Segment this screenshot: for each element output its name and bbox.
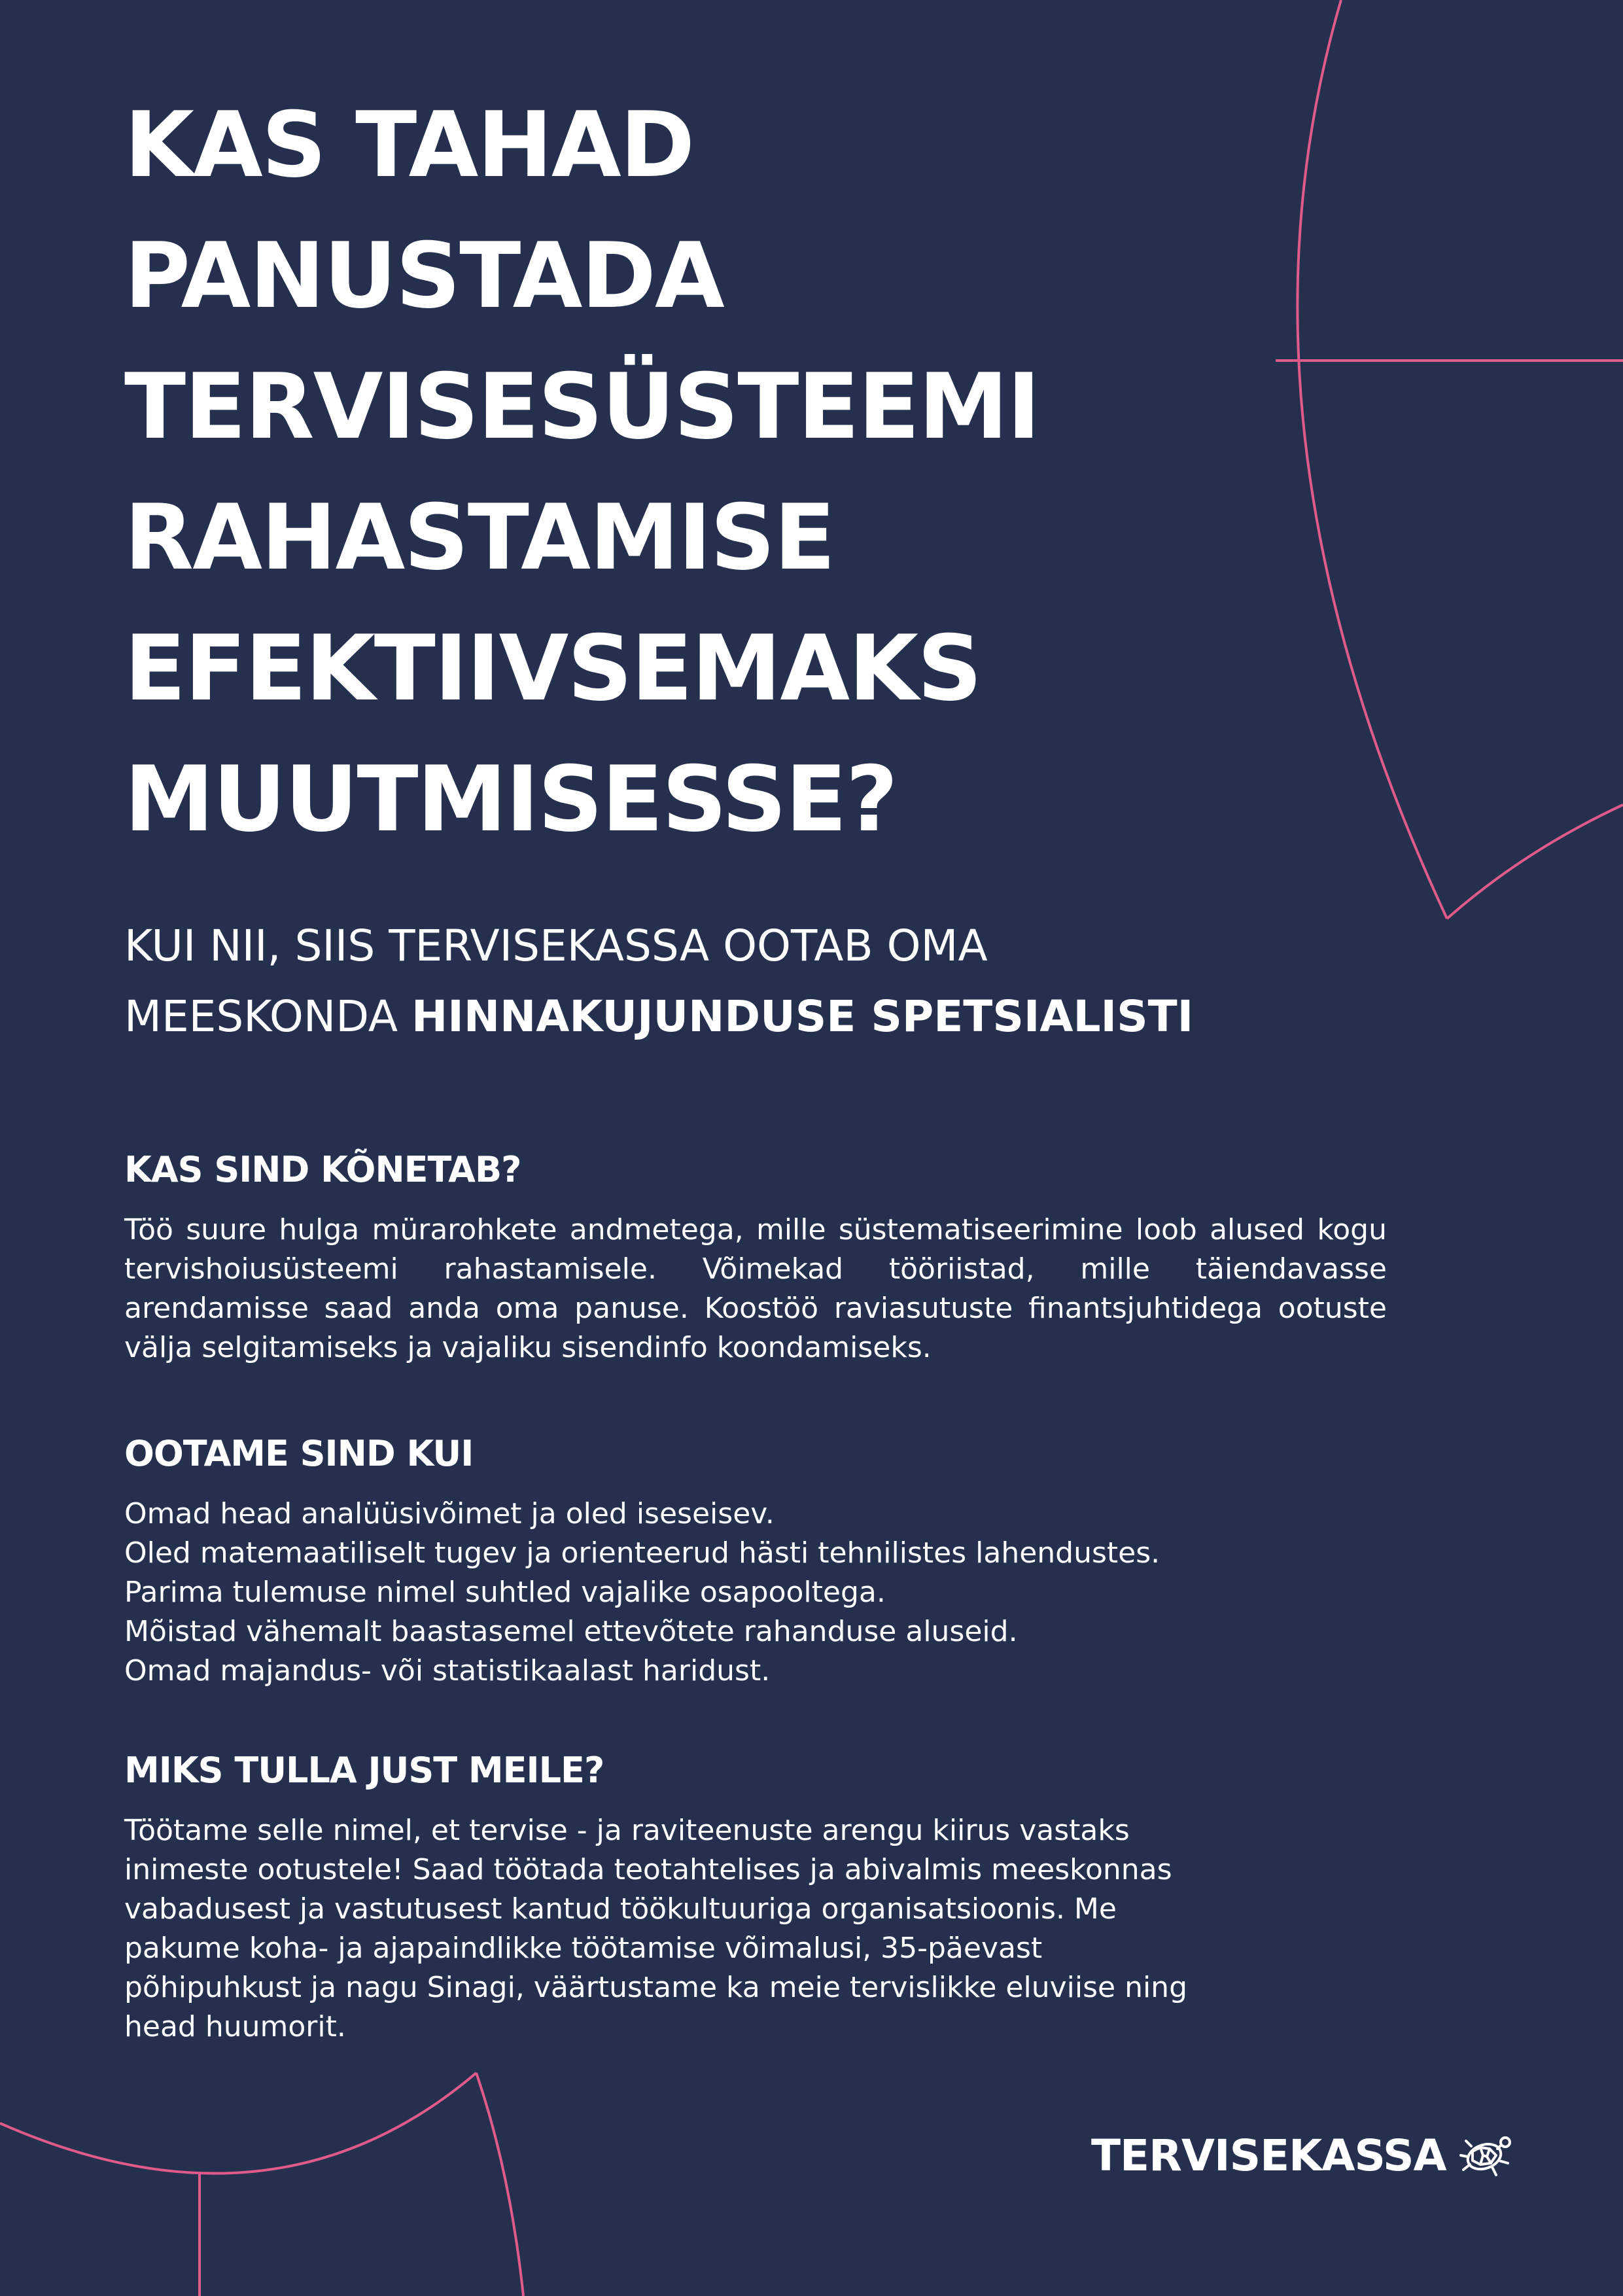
body-line: Töötame selle nimel, et tervise - ja raviteenuste arengu kiirus vastaks xyxy=(124,1814,1130,1847)
tervisekassa-logo xyxy=(1091,2123,1518,2188)
body-line: pakume koha- ja ajapaindlikke töötamise võimalusi, 35-päevast xyxy=(124,1932,1043,1965)
top-right-arc xyxy=(1297,0,1447,919)
section-miks-tulla-just-meile xyxy=(124,1744,1387,2047)
headline-line: PANUSTADA xyxy=(124,223,724,328)
top-right-diagonal-line xyxy=(1447,805,1623,919)
requirement-item: Omad head analüüsivõimet ja oled iseseisev. xyxy=(124,1497,775,1530)
requirements-list xyxy=(124,1494,1387,1691)
section-body: Töö suure hulga mürarohkete andmetega, mille süstematiseerimine loob alused kogu tervishoiusüsteemi rahastamisele. Võimekad tööriistad, mille täiendavasse arendamisse saad anda oma panuse. Koostöö raviasutuste finantsjuhtidega ootuste välja selgitamiseks ja vajaliku sisendinfo koondamiseks. xyxy=(124,1213,1387,1364)
headline xyxy=(124,80,1269,865)
section-title: MIKS TULLA JUST MEILE? xyxy=(124,1750,604,1791)
requirement-item: Mõistad vähemalt baastasemel ettevõtete rahanduse aluseid. xyxy=(124,1615,1018,1648)
body-line: head huumorit. xyxy=(124,2010,346,2043)
headline-line: TERVISESÜSTEEMI xyxy=(124,354,1039,459)
headline-line: RAHASTAMISE xyxy=(124,485,835,590)
logo-wordmark: TERVISEKASSA xyxy=(1091,2130,1446,2181)
bottom-left-arc xyxy=(0,2073,476,2174)
bottom-left-curve xyxy=(476,2073,523,2296)
section-kas-sind-konetab xyxy=(124,1144,1387,1368)
subheadline xyxy=(124,911,1433,1052)
requirement-item: Omad majandus- või statistikaalast haridust. xyxy=(124,1654,771,1687)
section-ootame-sind-kui xyxy=(124,1428,1387,1691)
section-title: OOTAME SIND KUI xyxy=(124,1433,474,1474)
turtle-icon xyxy=(1453,2123,1518,2188)
subheadline-job-title: HINNAKUJUNDUSE SPETSIALISTI xyxy=(411,991,1194,1042)
subheadline-line-1: KUI NII, SIIS TERVISEKASSA OOTAB OMA xyxy=(124,921,988,971)
section-body xyxy=(124,1811,1387,2047)
body-line: inimeste ootustele! Saad töötada teotahtelises ja abivalmis meeskonnas xyxy=(124,1853,1172,1886)
requirement-item: Oled matemaatiliselt tugev ja orienteerud hästi tehnilistes lahendustes. xyxy=(124,1536,1161,1570)
requirement-item: Parima tulemuse nimel suhtled vajalike osapooltega. xyxy=(124,1576,886,1609)
headline-line: MUUTMISESSE? xyxy=(124,747,897,852)
headline-line: EFEKTIIVSEMAKS xyxy=(124,616,981,721)
body-line: vabadusest ja vastutusest kantud töökultuuriga organisatsioonis. Me xyxy=(124,1892,1117,1926)
headline-line: KAS TAHAD xyxy=(124,92,694,198)
section-title: KAS SIND KÕNETAB? xyxy=(124,1149,521,1190)
subheadline-line-2-prefix: MEESKONDA xyxy=(124,991,412,1042)
body-line: põhipuhkust ja nagu Sinagi, väärtustame ka meie tervislikke eluviise ning xyxy=(124,1971,1187,2004)
